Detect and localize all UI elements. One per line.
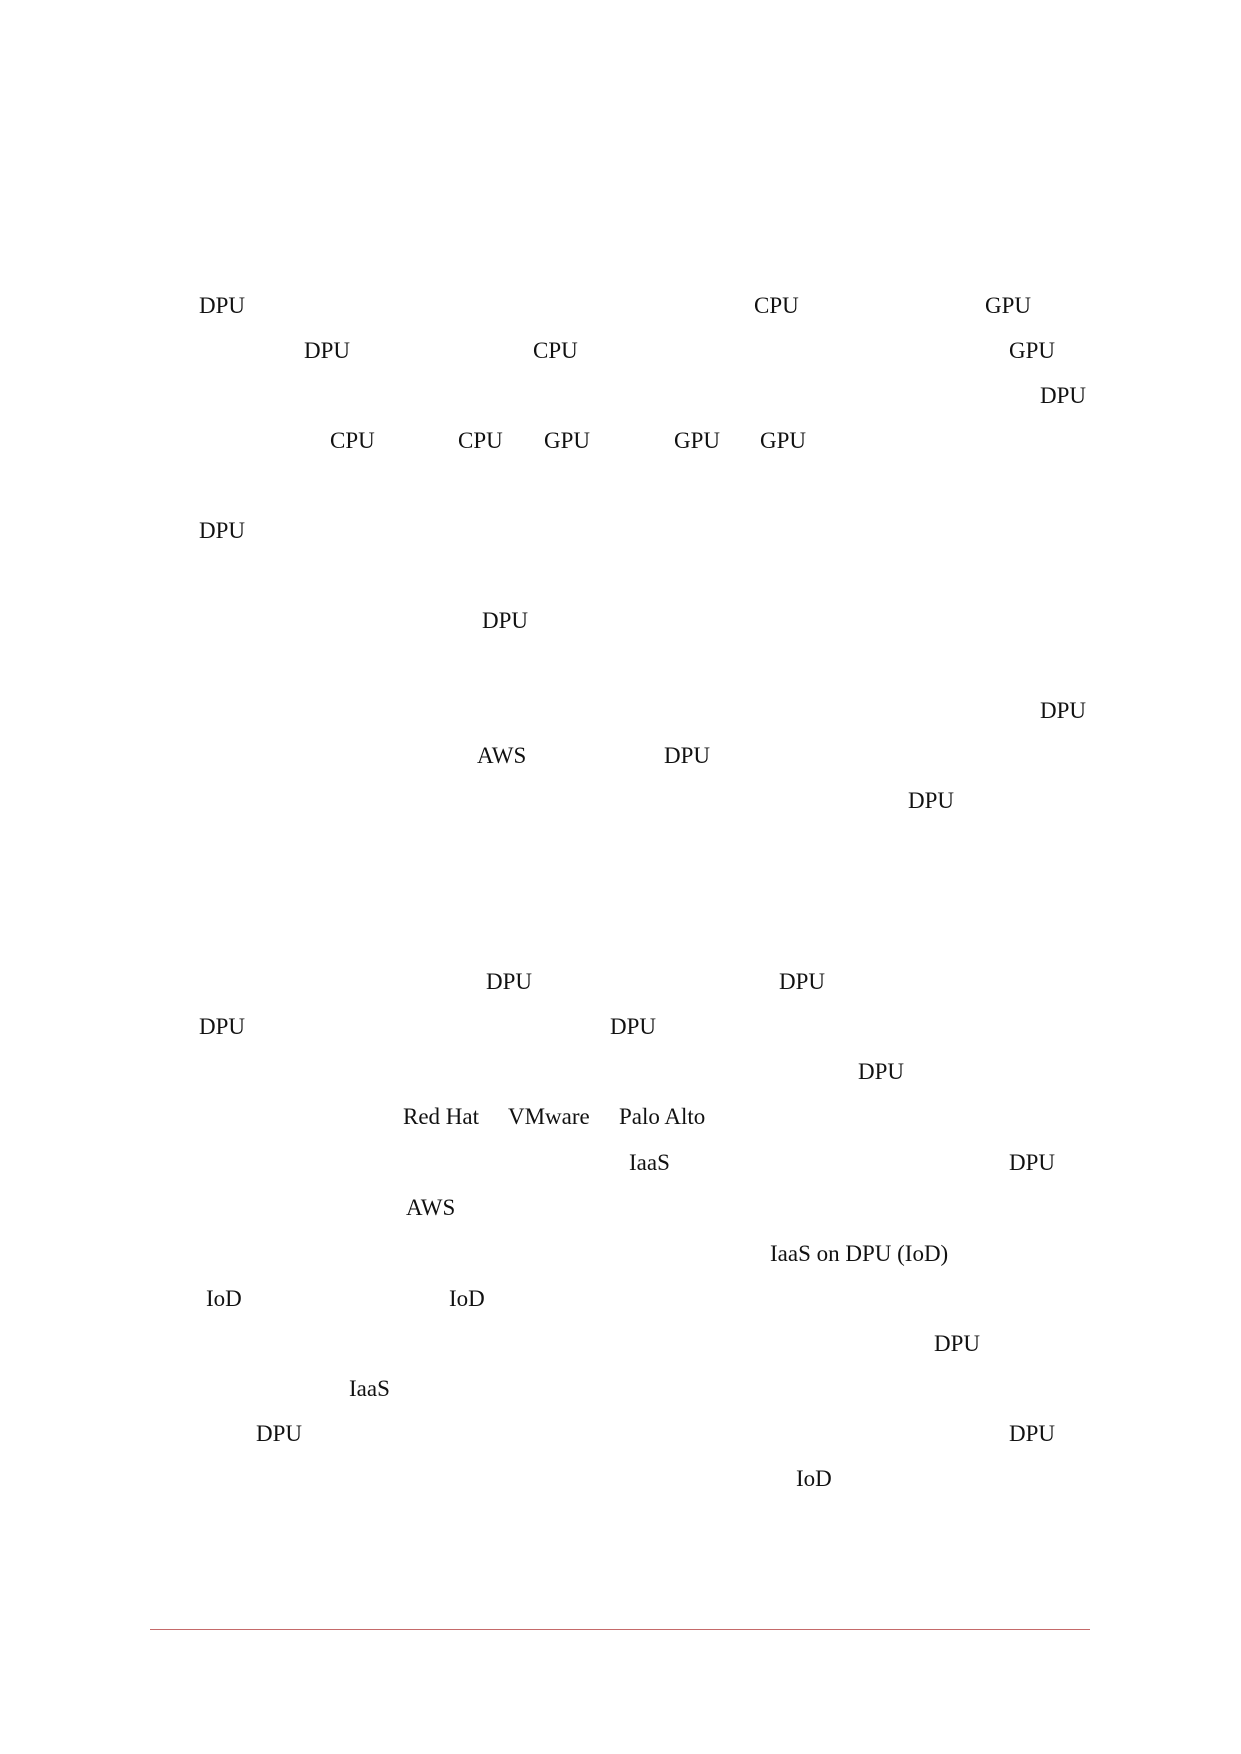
term-dpu: DPU — [486, 969, 533, 994]
term-iaas-on-dpu: IaaS on DPU (IoD) — [770, 1241, 949, 1266]
term-gpu: GPU — [544, 428, 591, 453]
term-gpu: GPU — [674, 428, 721, 453]
term-dpu: DPU — [934, 1331, 981, 1356]
term-gpu: GPU — [760, 428, 807, 453]
term-dpu: DPU — [304, 338, 351, 363]
term-iod: IoD — [796, 1466, 832, 1491]
term-cpu: CPU — [754, 293, 799, 318]
term-dpu: DPU — [1009, 1421, 1056, 1446]
term-dpu: DPU — [199, 518, 246, 543]
term-dpu: DPU — [664, 743, 711, 768]
term-cpu: CPU — [533, 338, 578, 363]
term-aws: AWS — [477, 743, 527, 768]
term-gpu: GPU — [1009, 338, 1056, 363]
term-dpu: DPU — [1040, 698, 1087, 723]
term-dpu: DPU — [908, 788, 955, 813]
term-dpu: DPU — [199, 293, 246, 318]
term-vmware: VMware — [508, 1104, 590, 1129]
term-iaas: IaaS — [349, 1376, 390, 1401]
term-red-hat: Red Hat — [403, 1104, 480, 1129]
term-iod: IoD — [206, 1286, 242, 1311]
term-dpu: DPU — [256, 1421, 303, 1446]
term-dpu: DPU — [610, 1014, 657, 1039]
term-aws: AWS — [406, 1195, 456, 1220]
term-cpu: CPU — [330, 428, 375, 453]
term-cpu: CPU — [458, 428, 503, 453]
term-dpu: DPU — [482, 608, 529, 633]
term-dpu: DPU — [858, 1059, 905, 1084]
term-gpu: GPU — [985, 293, 1032, 318]
term-palo-alto: Palo Alto — [619, 1104, 706, 1129]
term-dpu: DPU — [1009, 1150, 1056, 1175]
term-iaas: IaaS — [629, 1150, 670, 1175]
term-dpu: DPU — [779, 969, 826, 994]
term-dpu: DPU — [1040, 383, 1087, 408]
term-dpu: DPU — [199, 1014, 246, 1039]
term-iod: IoD — [449, 1286, 485, 1311]
footer-divider — [150, 1629, 1090, 1630]
